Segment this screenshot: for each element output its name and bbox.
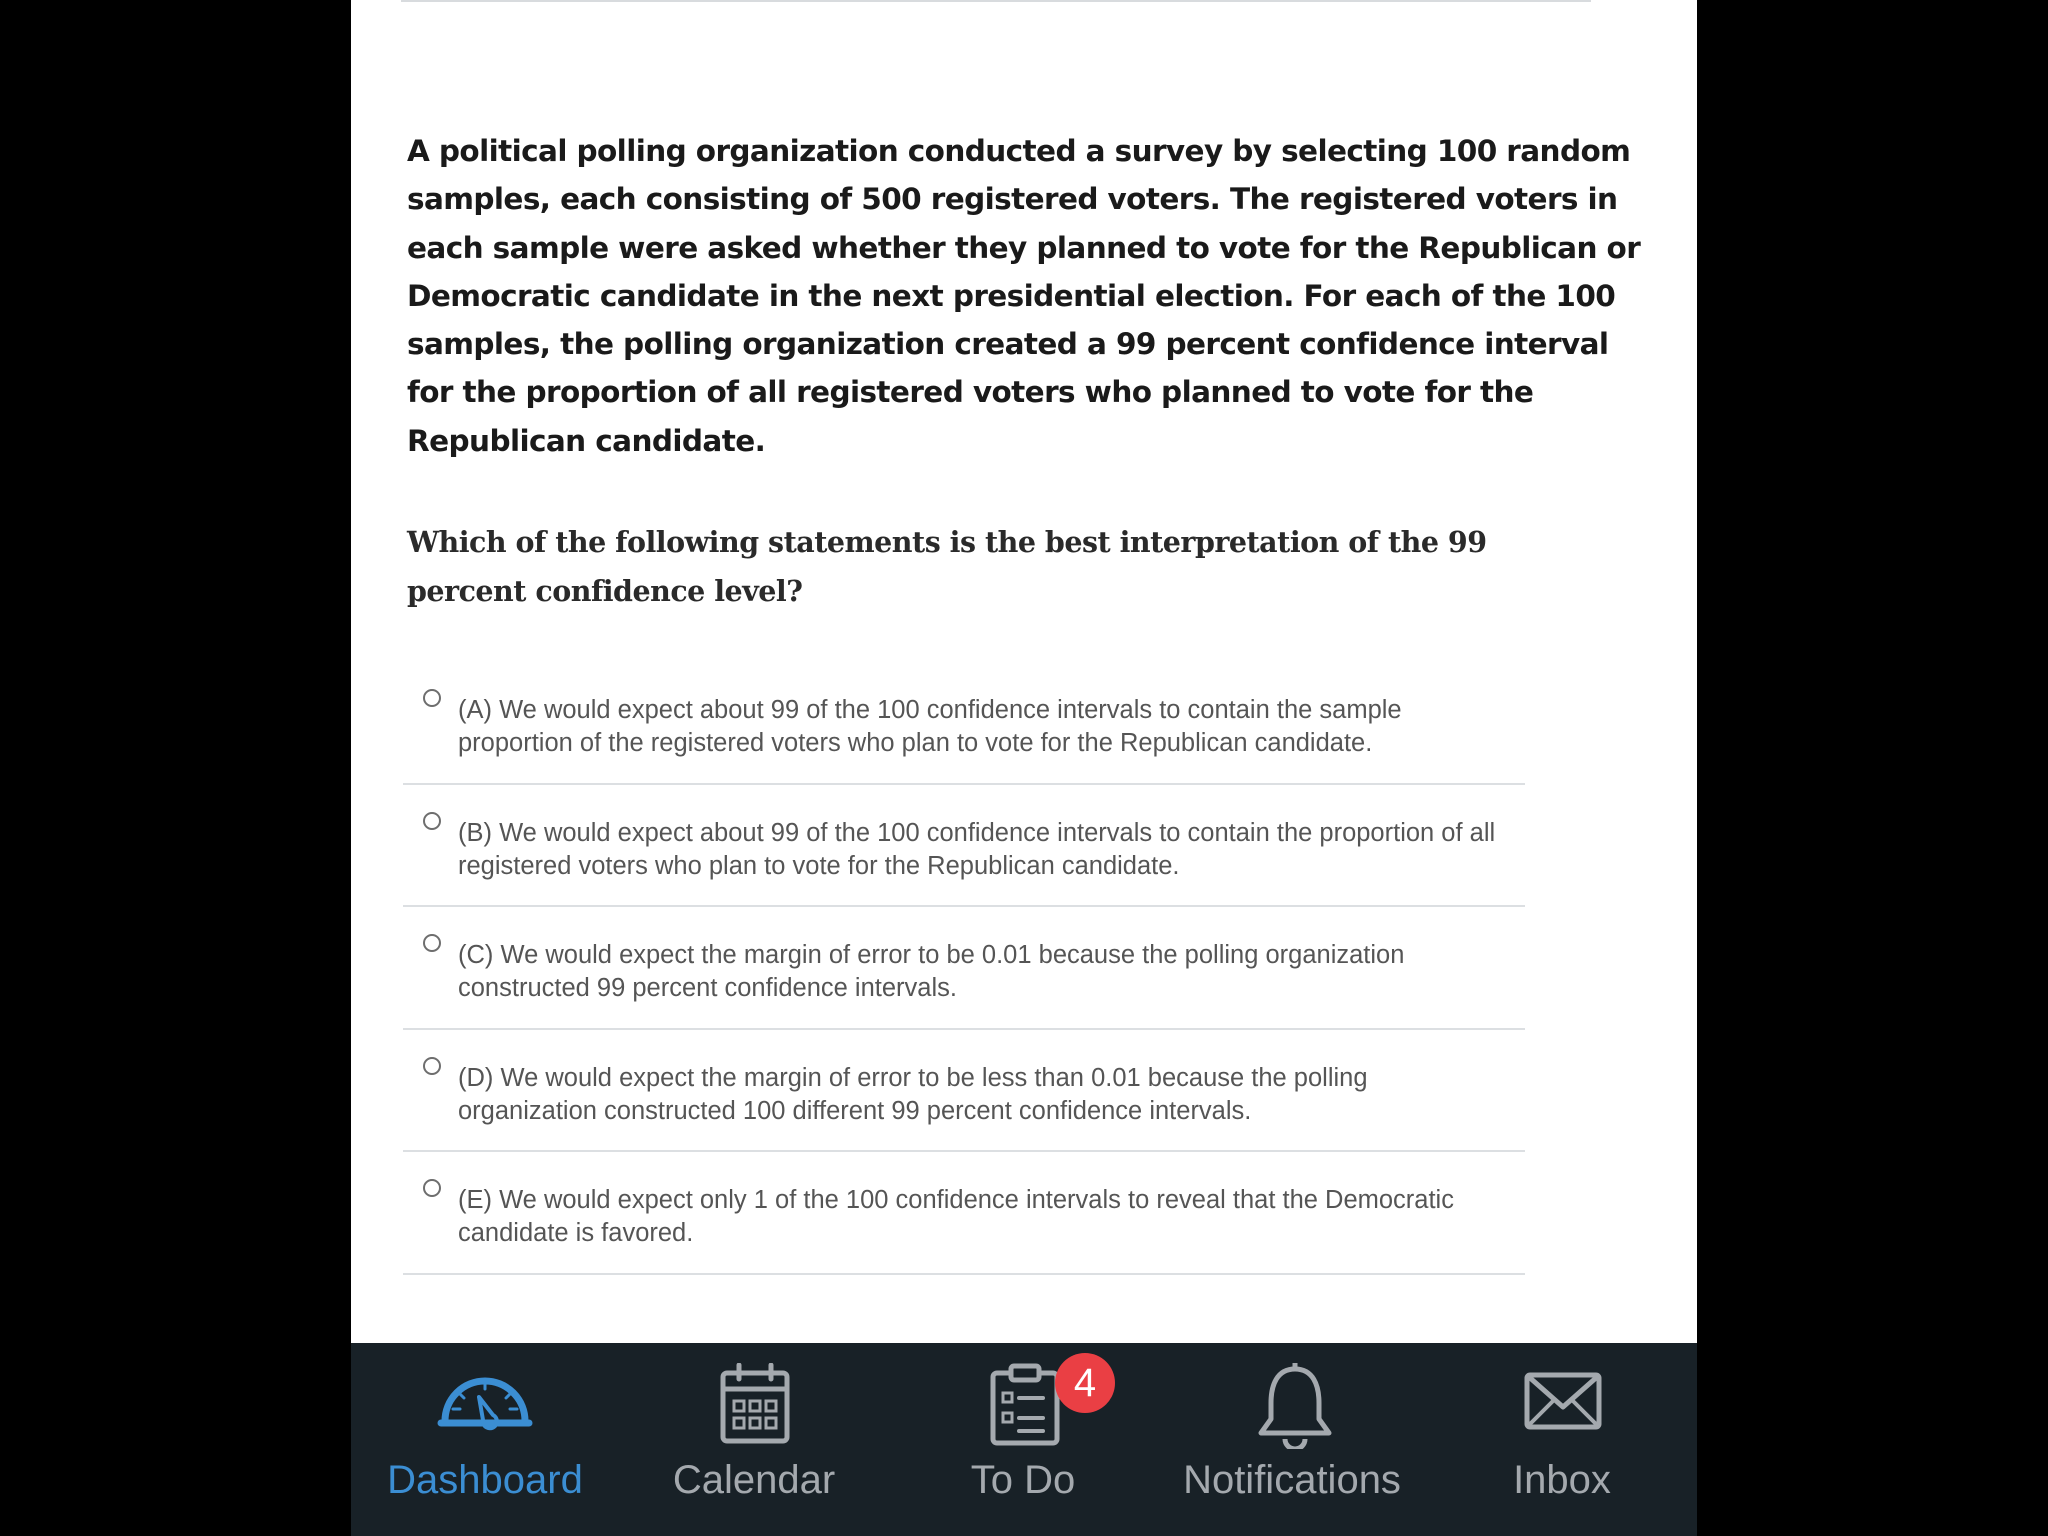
bell-icon	[1255, 1363, 1335, 1449]
answer-choices	[403, 662, 1525, 1275]
answer-choice-a[interactable]	[403, 662, 1525, 785]
radio-button-icon[interactable]	[423, 812, 441, 830]
calendar-icon	[719, 1363, 791, 1445]
answer-choice-b[interactable]	[403, 785, 1525, 908]
tab-inbox[interactable]	[1427, 1343, 1697, 1536]
dashboard-gauge-icon	[435, 1363, 535, 1433]
choice-label: (D) We would expect the margin of error to be less than 0.01 because the polling organization constructed 100 different 99 percent confidence intervals.	[458, 1063, 1368, 1125]
choice-label: (B) We would expect about 99 of the 100 confidence intervals to contain the proportion of all registered voters who plan to vote for the Republican candidate.	[458, 818, 1496, 880]
answer-choice-c[interactable]	[403, 907, 1525, 1030]
tab-to-do[interactable]	[889, 1343, 1157, 1536]
top-divider	[401, 0, 1591, 2]
radio-button-icon[interactable]	[423, 934, 441, 952]
tab-dashboard[interactable]	[351, 1343, 619, 1536]
tab-calendar[interactable]	[619, 1343, 889, 1536]
tab-label: Calendar	[672, 1458, 836, 1502]
tab-label: To Do	[970, 1458, 1076, 1502]
answer-choice-e[interactable]	[403, 1152, 1525, 1275]
quiz-screen	[351, 0, 1697, 1536]
choice-label: (A) We would expect about 99 of the 100 confidence intervals to contain the sample proportion of the registered voters who plan to vote for the Republican candidate.	[458, 696, 1402, 757]
radio-button-icon[interactable]	[423, 1179, 441, 1197]
tab-label: Inbox	[1513, 1458, 1611, 1502]
radio-button-icon[interactable]	[423, 689, 441, 707]
question-stem: A political polling organization conducted a survey by selecting 100 random samples, each consisting of 500 registered voters. The registered voters in each sample were asked whether they planned to vote for the Republican or Democratic candidate in the next presidential election. For each of the 100 samples, the polling organization created a 99 percent confidence interval for the proportion of all registered voters who planned to vote for the Republican candidate.	[407, 134, 1641, 458]
envelope-icon	[1523, 1371, 1603, 1431]
todo-count-badge: 4	[1055, 1353, 1115, 1413]
radio-button-icon[interactable]	[423, 1057, 441, 1075]
choice-label: (C) We would expect the margin of error to be 0.01 because the polling organization constructed 99 percent confidence intervals.	[458, 941, 1405, 1002]
tab-label: Dashboard	[387, 1458, 583, 1502]
answer-choice-d[interactable]	[403, 1030, 1525, 1153]
bottom-tab-bar	[351, 1343, 1697, 1536]
clipboard-checklist-icon	[989, 1363, 1061, 1447]
tab-label: Notifications	[1183, 1458, 1401, 1502]
question-prompt: Which of the following statements is the best interpretation of the 99 percent confidence level?	[407, 525, 1487, 608]
choice-label: (E) We would expect only 1 of the 100 confidence intervals to reveal that the Democratic candidate is favored.	[458, 1186, 1454, 1247]
tab-notifications[interactable]	[1157, 1343, 1427, 1536]
